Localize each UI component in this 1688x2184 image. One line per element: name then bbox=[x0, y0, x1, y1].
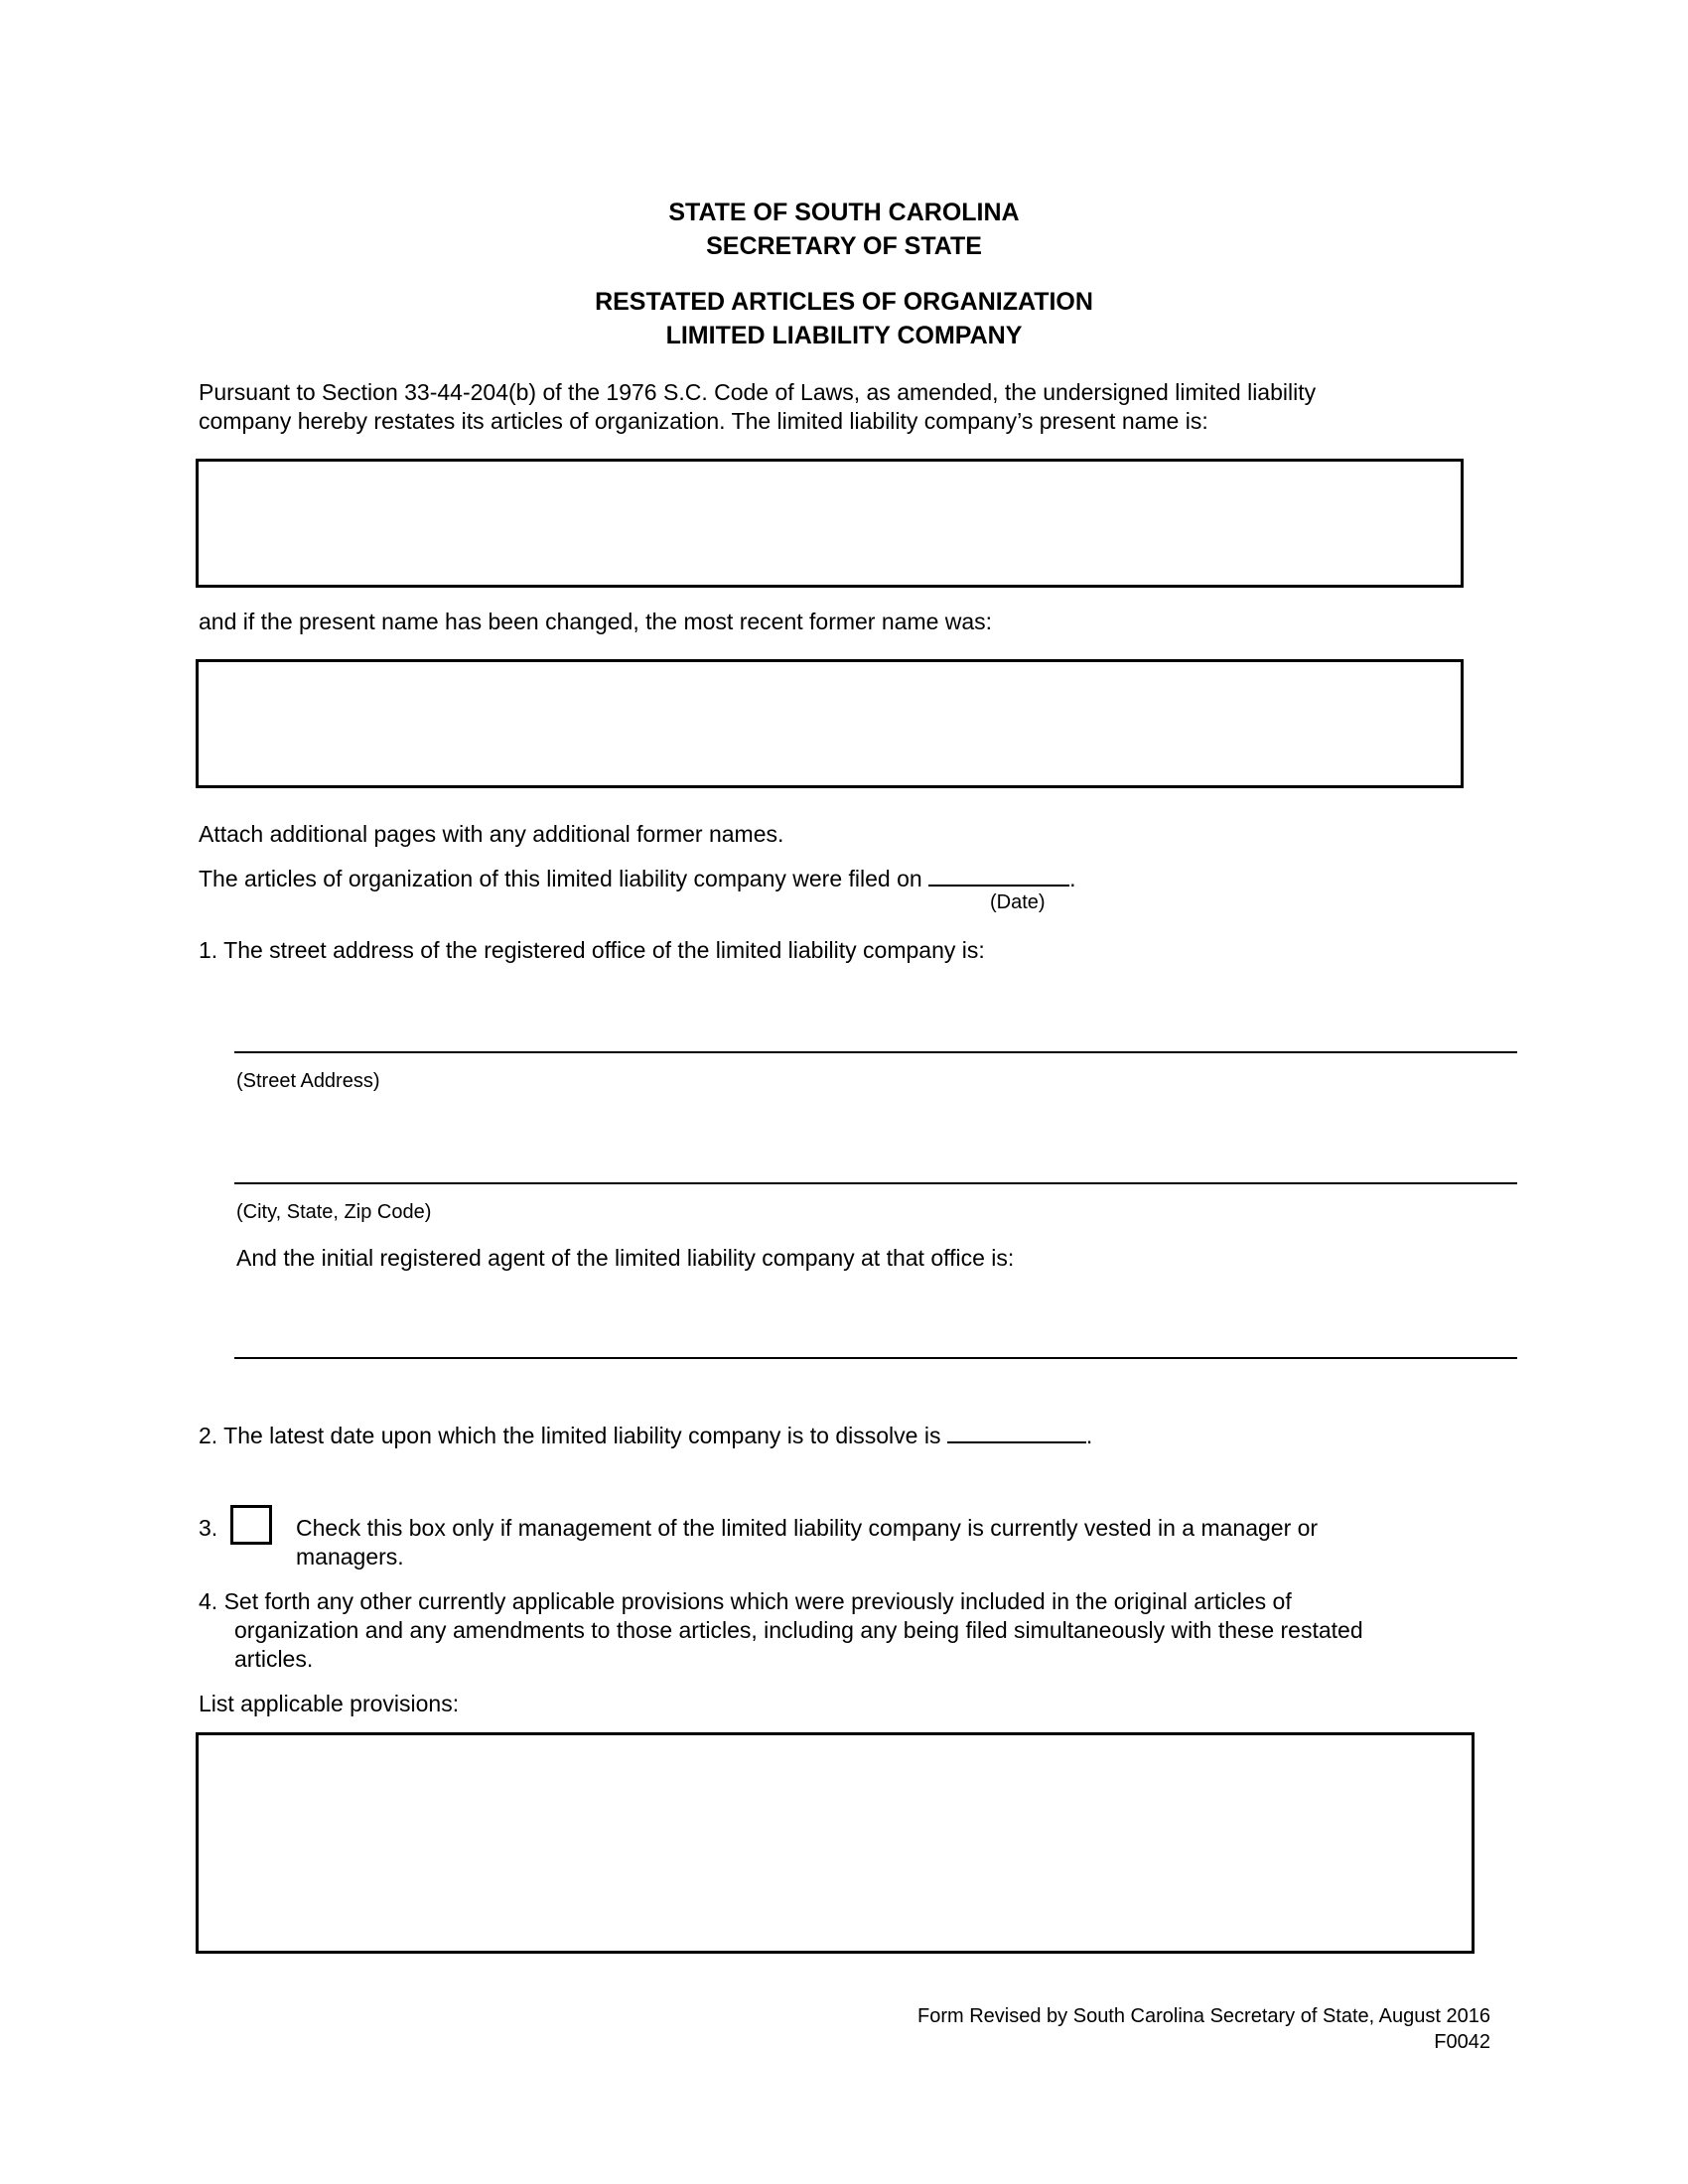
registered-agent-text: And the initial registered agent of the limited liability company at that office is: bbox=[236, 1245, 1015, 1271]
header-secretary: SECRETARY OF STATE bbox=[706, 232, 982, 260]
street-address-caption: (Street Address) bbox=[236, 1070, 380, 1092]
item3-number: 3. bbox=[199, 1515, 218, 1541]
header-state: STATE OF SOUTH CAROLINA bbox=[668, 199, 1020, 226]
item4-line-1: 4. Set forth any other currently applicable provisions which were previously included in the original articles of bbox=[199, 1588, 1292, 1614]
filed-period: . bbox=[1069, 866, 1076, 891]
provisions-label: List applicable provisions: bbox=[199, 1691, 460, 1716]
footer bbox=[917, 2003, 1490, 2055]
item1-text: 1. The street address of the registered office of the limited liability company is: bbox=[199, 937, 985, 963]
attach-note: Attach additional pages with any additional former names. bbox=[199, 821, 784, 847]
item3-line-2: managers. bbox=[296, 1544, 404, 1570]
item4-line-2: organization and any amendments to those articles, including any being filed simultaneously with these restated bbox=[234, 1617, 1363, 1643]
former-name-label: and if the present name has been changed, the most recent former name was: bbox=[199, 609, 993, 634]
filed-on-text: The articles of organization of this limited liability company were filed on bbox=[199, 866, 922, 891]
form-title: RESTATED ARTICLES OF ORGANIZATION bbox=[595, 288, 1093, 316]
former-name-box[interactable] bbox=[196, 659, 1464, 788]
item3-line-1: Check this box only if management of the limited liability company is currently vested in a manager or bbox=[296, 1515, 1319, 1541]
city-state-zip-caption: (City, State, Zip Code) bbox=[236, 1201, 432, 1223]
city-state-zip-line[interactable] bbox=[234, 1182, 1517, 1184]
street-address-line[interactable] bbox=[234, 1051, 1517, 1053]
footer-revised: Form Revised by South Carolina Secretary of State, August 2016 bbox=[917, 2005, 1490, 2027]
filed-on-line bbox=[199, 865, 1075, 893]
intro-line-1: Pursuant to Section 33-44-204(b) of the 1976 S.C. Code of Laws, as amended, the undersigned limited liability bbox=[199, 379, 1317, 405]
item2-period: . bbox=[1085, 1423, 1093, 1448]
filed-date-field[interactable] bbox=[928, 865, 1069, 887]
footer-form-id: F0042 bbox=[1434, 2031, 1490, 2053]
provisions-box[interactable] bbox=[196, 1732, 1475, 1954]
item2-text: 2. The latest date upon which the limited liability company is to dissolve is bbox=[199, 1423, 941, 1448]
form-subtitle: LIMITED LIABILITY COMPANY bbox=[665, 322, 1023, 349]
registered-agent-line[interactable] bbox=[234, 1357, 1517, 1359]
present-name-box[interactable] bbox=[196, 459, 1464, 588]
item2-line bbox=[199, 1422, 1092, 1450]
intro-line-2: company hereby restates its articles of organization. The limited liability company’s present name is: bbox=[199, 408, 1208, 434]
filed-date-caption: (Date) bbox=[990, 891, 1046, 913]
manager-checkbox[interactable] bbox=[230, 1505, 272, 1545]
item4-line-3: articles. bbox=[234, 1646, 314, 1672]
dissolve-date-field[interactable] bbox=[947, 1422, 1086, 1443]
